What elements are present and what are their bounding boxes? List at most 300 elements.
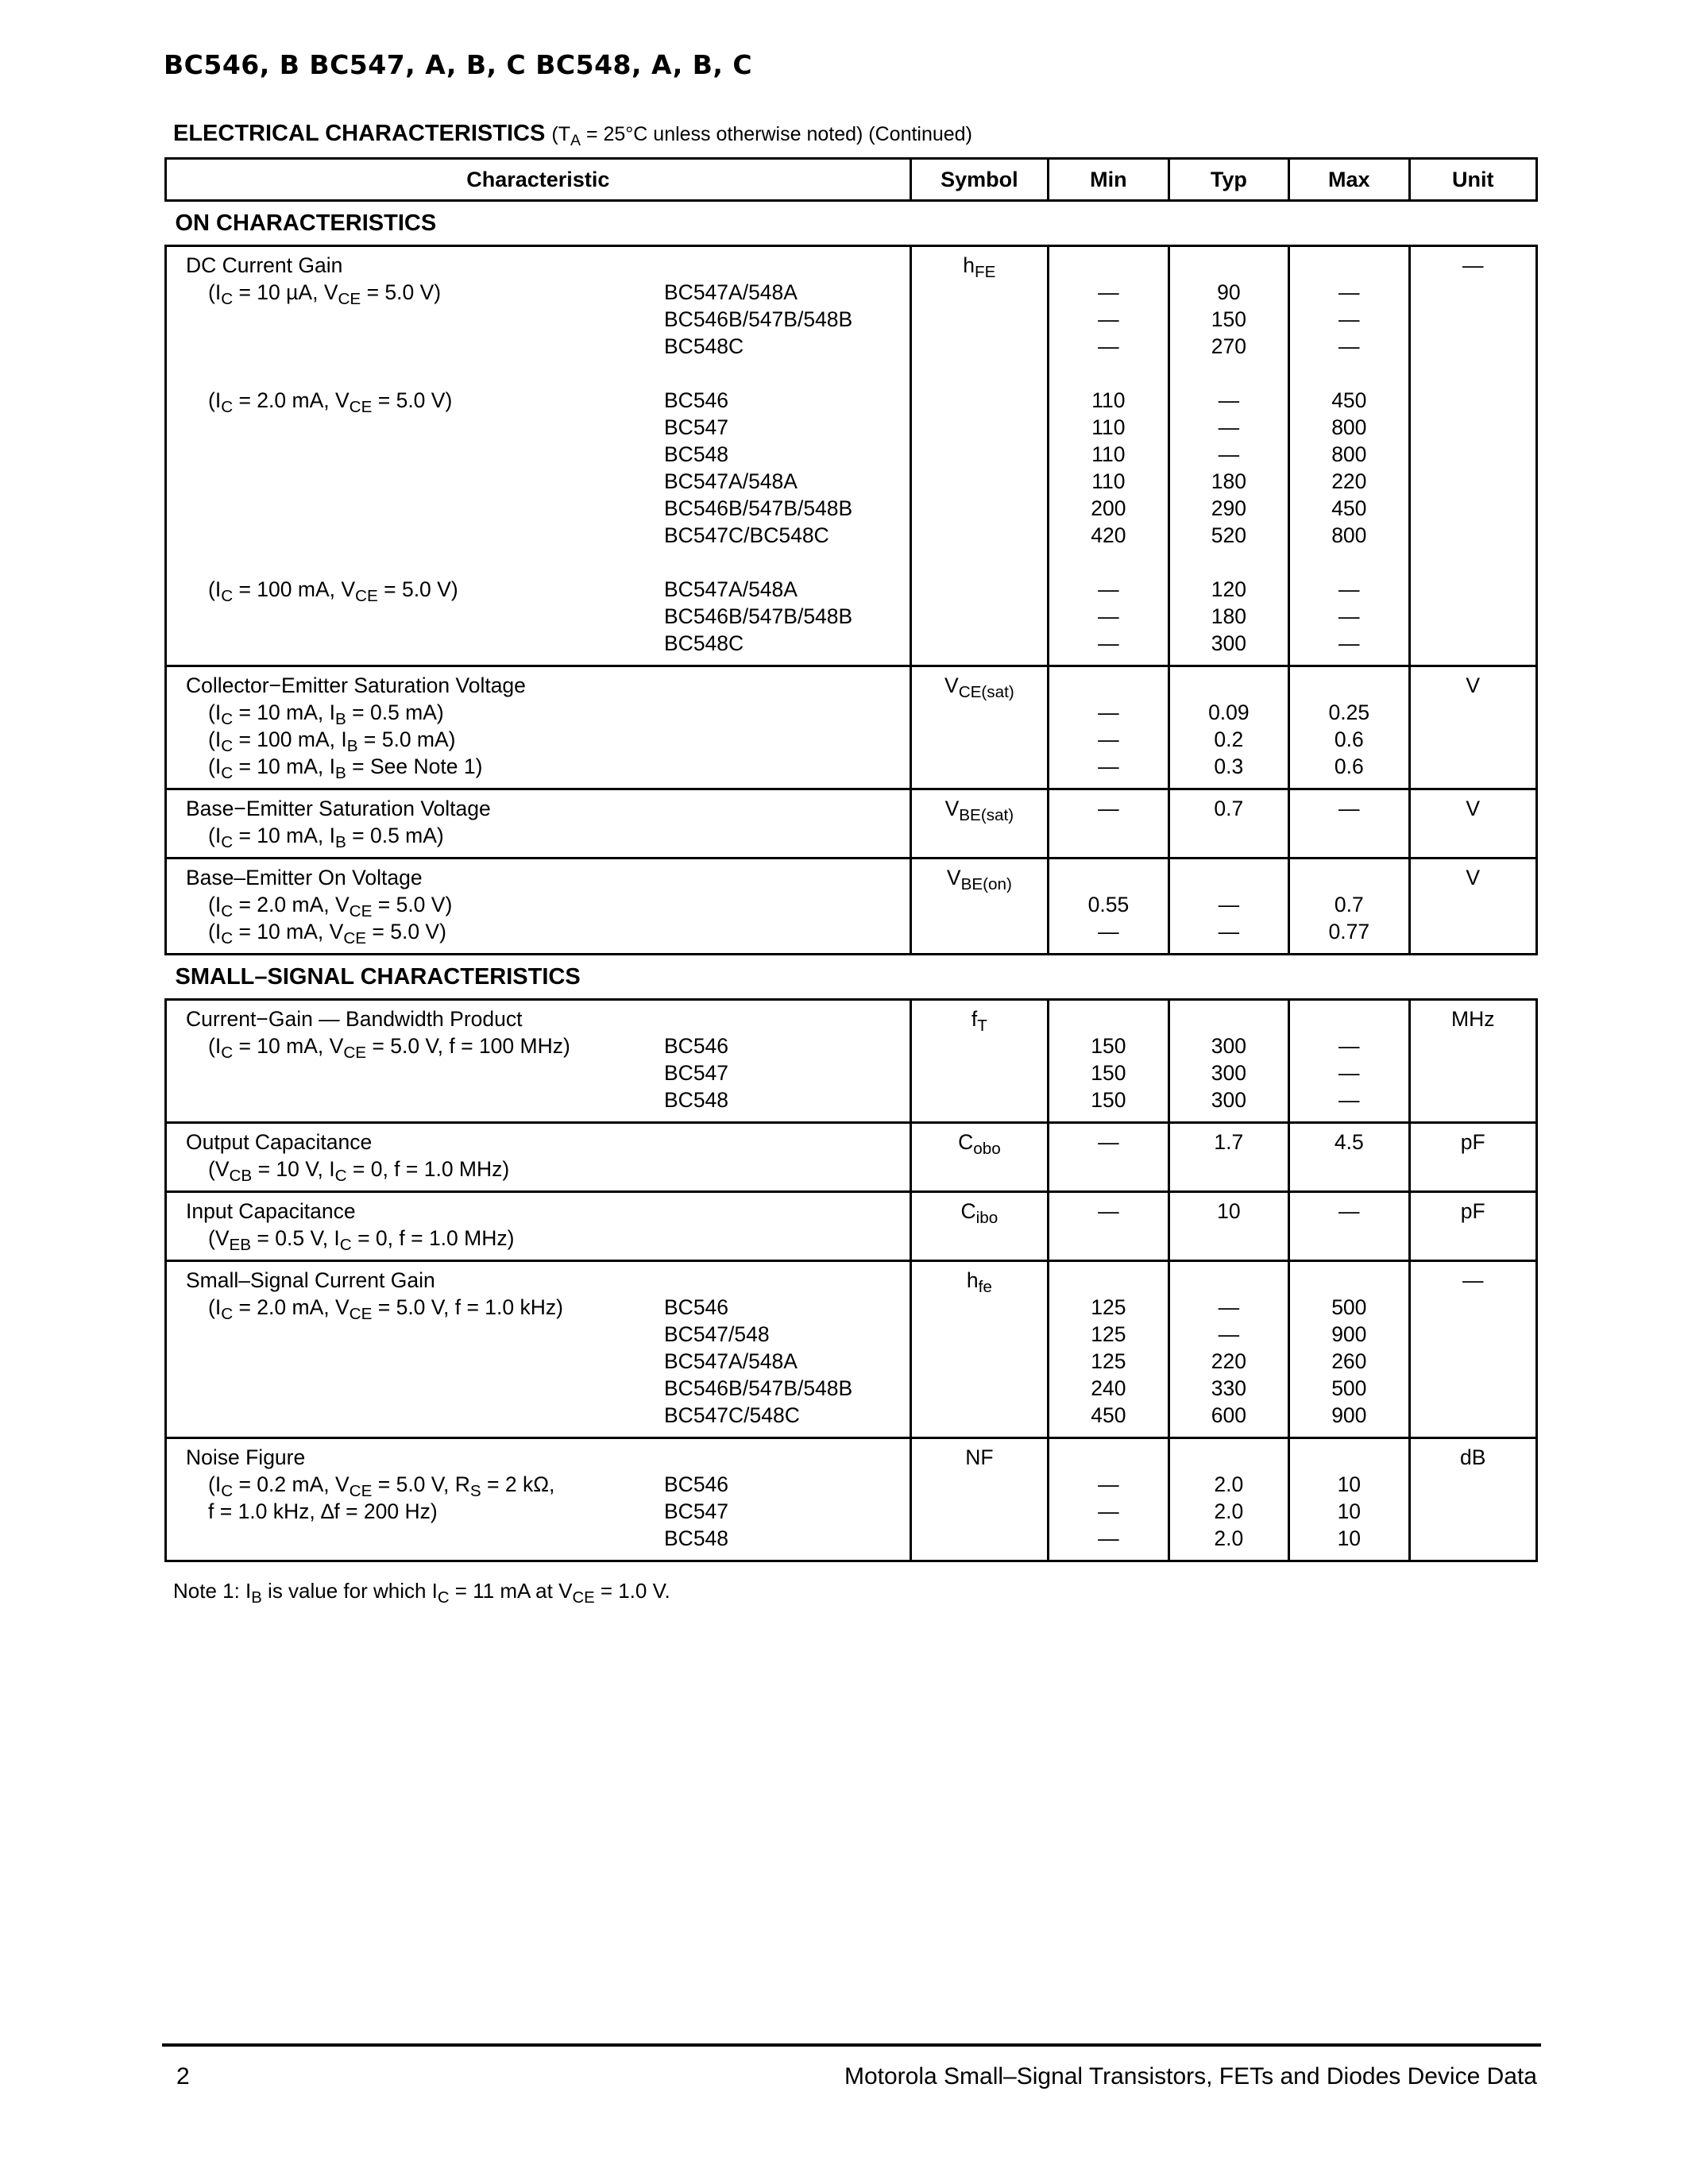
table-row [166,859,1537,955]
characteristic-cell [166,1438,911,1561]
max-value: 10 [1337,1526,1362,1550]
test-condition [186,1348,664,1375]
min-value: — [1098,280,1119,304]
symbol-cell: NF [910,1438,1049,1561]
typ-value: — [1218,1322,1240,1346]
test-condition [186,333,664,360]
typ-value [1170,1444,1288,1471]
typ-cell [1168,246,1288,666]
max-value: 220 [1331,469,1367,493]
device-name: BC546B/547B/548B [664,1376,853,1400]
typ-value: — [1218,893,1240,916]
max-value: 0.25 [1328,700,1370,724]
unit-cell [1409,1192,1536,1261]
test-condition [186,1321,664,1348]
max-value: — [1338,280,1360,304]
min-value: 110 [1091,388,1126,412]
min-value: — [1098,631,1119,655]
characteristic-cell [166,789,911,859]
typ-value: 300 [1211,631,1246,655]
max-value: 500 [1331,1295,1367,1319]
section-row [166,201,1537,246]
characteristic-cell [166,1261,911,1438]
table-row [166,666,1537,789]
section-row [166,955,1537,1000]
device-name: BC547 [664,1061,729,1085]
typ-cell [1168,1261,1288,1438]
test-condition: f = 1.0 kHz, ∆f = 200 Hz) [208,1499,438,1523]
max-value: — [1338,307,1360,331]
symbol-cell: $V_{CE(sat)}$ [910,666,1049,789]
max-cell [1289,1000,1409,1123]
min-value: — [1098,604,1119,628]
min-value: 125 [1091,1295,1126,1319]
header-unit: Unit [1409,159,1536,201]
max-value [1290,1156,1408,1183]
device-name [664,252,910,279]
min-value: 150 [1091,1034,1126,1058]
device-name: BC546B/547B/548B [664,604,853,628]
device-name [664,1156,910,1183]
max-value [1290,1267,1408,1294]
max-value: 500 [1331,1376,1367,1400]
typ-value: 600 [1211,1403,1246,1427]
test-condition [186,630,664,657]
parameter-name: Current−Gain — Bandwidth Product [186,1007,523,1031]
typ-value: 0.2 [1214,727,1244,751]
typ-value [1170,1156,1288,1183]
device-name [664,1129,910,1156]
test-condition [186,549,664,576]
table-row [166,1261,1537,1438]
device-name: BC547A/548A [664,1349,798,1373]
max-value: — [1338,1088,1360,1112]
device-name [664,891,910,918]
typ-cell [1168,666,1288,789]
table-row [166,1192,1537,1261]
parameter-name: Input Capacitance [186,1199,356,1223]
max-cell [1289,859,1409,955]
max-value: — [1338,631,1360,655]
min-value [1049,1444,1167,1471]
footer-page-number: 2 [176,2063,190,2089]
typ-value: 220 [1211,1349,1246,1373]
table-title-main: ELECTRICAL CHARACTERISTICS [173,121,546,146]
max-value: 800 [1331,523,1367,547]
min-value: 200 [1091,496,1126,520]
device-name [664,360,910,387]
test-condition: ($V_{CB} = 10$ V, $I_C = 0$, f = 1.0 MHz) [208,1157,510,1186]
device-name [664,753,910,780]
table-row [166,1438,1537,1561]
test-condition [186,1525,664,1552]
min-cell [1049,789,1168,859]
device-name [664,795,910,822]
typ-cell [1168,859,1288,955]
parameter-name: Collector−Emitter Saturation Voltage [186,673,526,697]
min-value: — [1098,1472,1119,1496]
typ-value: 1.7 [1214,1130,1244,1154]
test-condition [186,1086,664,1113]
min-value: — [1098,797,1119,820]
max-cell [1289,246,1409,666]
typ-value [1170,252,1288,279]
max-value: 450 [1331,496,1367,520]
min-value [1049,1225,1167,1252]
max-value [1290,360,1408,387]
parameter-name: Output Capacitance [186,1130,373,1154]
unit-cell [1409,1123,1536,1192]
device-name [664,672,910,699]
device-name: BC547/548 [664,1322,770,1346]
typ-value: 520 [1211,523,1246,547]
header-symbol: Symbol [910,159,1049,201]
min-cell [1049,1192,1168,1261]
max-value: — [1338,1199,1360,1223]
unit-cell [1409,1261,1536,1438]
device-name [664,699,910,726]
device-name: BC548C [664,334,744,358]
max-value [1290,1444,1408,1471]
max-value [1290,864,1408,891]
test-condition [186,468,664,495]
typ-value: 300 [1211,1034,1246,1058]
device-name: BC546 [664,1295,729,1319]
test-condition: ($I_C = 2.0$ mA, $V_{CE} = 5.0$ V, f = 1.0 kHz) [208,1295,563,1324]
test-condition [186,360,664,387]
max-value [1290,549,1408,576]
table-row [166,246,1537,666]
typ-value: 330 [1211,1376,1246,1400]
max-value: 800 [1331,415,1367,439]
unit-cell [1409,1438,1536,1561]
typ-value: 180 [1211,469,1246,493]
test-condition [186,441,664,468]
typ-value: 2.0 [1214,1472,1244,1496]
max-value: 0.6 [1334,754,1364,778]
max-value [1290,1005,1408,1032]
characteristic-cell [166,1192,911,1261]
min-value: — [1098,307,1119,331]
typ-value: 270 [1211,334,1246,358]
page-header: BC546, B BC547, A, B, C BC548, A, B, C [164,49,753,80]
typ-value: 0.3 [1214,754,1244,778]
max-cell [1289,1123,1409,1192]
min-value: 0.55 [1087,893,1130,916]
device-name: BC547C/BC548C [664,523,829,547]
characteristic-cell [166,666,911,789]
test-condition: ($I_C = 100$ mA, $V_{CE} = 5.0$ V) [208,577,458,606]
min-value: 110 [1091,415,1126,439]
unit-cell [1409,246,1536,666]
typ-cell [1168,1123,1288,1192]
max-value: 0.7 [1334,893,1364,916]
typ-value [1170,1225,1288,1252]
symbol-cell: $h_{fe}$ [910,1261,1049,1438]
device-name: BC546 [664,1034,729,1058]
typ-value [1170,1267,1288,1294]
min-value: 110 [1091,469,1126,493]
min-value: 150 [1091,1061,1126,1085]
max-value: 10 [1337,1499,1362,1523]
device-name: BC548C [664,631,744,655]
device-name: BC547A/548A [664,577,798,601]
min-value: 125 [1091,1349,1126,1373]
max-value: 0.6 [1334,727,1364,751]
typ-value: — [1218,920,1240,943]
min-value: — [1098,727,1119,751]
min-value: — [1098,754,1119,778]
min-value: — [1098,1199,1119,1223]
unit-value: pF [1460,1130,1485,1154]
typ-value: 0.7 [1214,797,1244,820]
device-name: BC547 [664,1499,729,1523]
footer-rule [162,2043,1541,2047]
unit-value: pF [1460,1199,1485,1223]
max-value: 800 [1331,442,1367,466]
min-value: — [1098,1526,1119,1550]
typ-value: 290 [1211,496,1246,520]
min-value: — [1098,577,1119,601]
table-title [173,121,972,147]
device-name: BC546B/547B/548B [664,496,853,520]
device-name: BC548 [664,1526,729,1550]
typ-value: 2.0 [1214,1526,1244,1550]
device-name [664,1444,910,1471]
parameter-name: Base–Emitter On Voltage [186,866,423,889]
max-value: 10 [1337,1472,1362,1496]
min-value: — [1098,1130,1119,1154]
min-cell [1049,1000,1168,1123]
test-condition [186,522,664,549]
typ-value: — [1218,388,1240,412]
section-title: ON CHARACTERISTICS [175,210,437,236]
max-value: — [1338,1061,1360,1085]
symbol-cell: $V_{BE(sat)}$ [910,789,1049,859]
typ-cell [1168,1192,1288,1261]
device-name: BC547A/548A [664,280,798,304]
device-name: BC547C/548C [664,1403,800,1427]
symbol-cell: $V_{BE(on)}$ [910,859,1049,955]
min-cell [1049,246,1168,666]
test-condition: ($I_C = 100$ mA, $I_B = 5.0$ mA) [208,727,456,756]
min-value: — [1098,334,1119,358]
typ-value: 300 [1211,1061,1246,1085]
symbol-cell: $h_{FE}$ [910,246,1049,666]
max-value: — [1338,577,1360,601]
max-cell [1289,789,1409,859]
max-value: — [1338,604,1360,628]
characteristic-cell [166,1000,911,1123]
max-value [1290,672,1408,699]
min-value [1049,1156,1167,1183]
test-condition [186,603,664,630]
section-title: SMALL–SIGNAL CHARACTERISTICS [175,964,581,990]
device-name: BC548 [664,1088,729,1112]
min-value: — [1098,920,1119,943]
typ-value: 180 [1211,604,1246,628]
test-condition: ($I_C = 2.0$ mA, $V_{CE} = 5.0$ V) [208,893,453,921]
unit-value: V [1466,866,1481,889]
table-body [166,201,1537,1561]
max-value: 0.77 [1328,920,1370,943]
typ-value [1170,822,1288,849]
min-value: 150 [1091,1088,1126,1112]
max-value [1290,1225,1408,1252]
symbol-cell: $C_{obo}$ [910,1123,1049,1192]
min-value: — [1098,1499,1119,1523]
unit-cell [1409,859,1536,955]
device-name [664,1225,910,1252]
device-name [664,1267,910,1294]
footer-publication: Motorola Small–Signal Transistors, FETs and Diodes Device Data [844,2063,1537,2089]
device-name: BC546 [664,1472,729,1496]
table-row [166,1000,1537,1123]
max-value: — [1338,1034,1360,1058]
max-value: 900 [1331,1403,1367,1427]
typ-value: 90 [1217,280,1241,304]
test-condition: ($I_C = 0.2$ mA, $V_{CE} = 5.0$ V, $R_S = 2$ kΩ, [208,1472,555,1501]
typ-value [1170,360,1288,387]
unit-value: MHz [1451,1007,1495,1031]
max-value: 900 [1331,1322,1367,1346]
unit-cell [1409,789,1536,859]
min-cell [1049,666,1168,789]
device-name [664,918,910,945]
max-cell [1289,666,1409,789]
min-value [1049,360,1167,387]
header-characteristic: Characteristic [166,159,911,201]
min-value [1049,822,1167,849]
device-name: BC546B/547B/548B [664,307,853,331]
unit-value: — [1462,1268,1484,1292]
min-cell [1049,859,1168,955]
table-title-conditions: ($T_A = 25^\circ C$ unless otherwise noted) (Continued) [551,123,972,149]
unit-value: dB [1460,1445,1486,1469]
max-value: — [1338,334,1360,358]
unit-value: V [1466,797,1481,820]
min-cell [1049,1438,1168,1561]
symbol-cell: $C_{ibo}$ [910,1192,1049,1261]
test-condition: ($I_C = 10$ mA, $I_B = 0.5$ mA) [208,700,444,729]
header-typ: Typ [1168,159,1288,201]
characteristic-cell [166,859,911,955]
typ-value [1170,1005,1288,1032]
test-condition: ($I_C = 10$ µA, $V_{CE} = 5.0$ V) [208,280,442,309]
test-condition: ($I_C = 10$ mA, $I_B = 0.5$ mA) [208,824,444,852]
max-value: 4.5 [1334,1130,1364,1154]
characteristic-cell [166,246,911,666]
min-value [1049,864,1167,891]
symbol-cell: $f_T$ [910,1000,1049,1123]
min-value [1049,549,1167,576]
unit-cell [1409,666,1536,789]
typ-value: 10 [1217,1199,1241,1223]
min-value [1049,252,1167,279]
test-condition [186,306,664,333]
header-max: Max [1289,159,1409,201]
device-name [664,1005,910,1032]
test-condition [186,1059,664,1086]
test-condition: ($I_C = 10$ mA, $I_B$ = See Note 1) [208,754,483,783]
parameter-name: Noise Figure [186,1445,306,1469]
min-value: 110 [1091,442,1126,466]
typ-value: — [1218,442,1240,466]
unit-value: — [1462,253,1484,277]
max-cell [1289,1192,1409,1261]
device-name [664,726,910,753]
max-value [1290,822,1408,849]
unit-cell [1409,1000,1536,1123]
min-value: 240 [1091,1376,1126,1400]
typ-value [1170,864,1288,891]
min-value [1049,1005,1167,1032]
test-condition: ($I_C = 10$ mA, $V_{CE} = 5.0$ V) [208,920,446,948]
table-note: Note 1: $I_B$ is value for which $I_C = 11$ mA at $V_{CE} = 1.0$ V. [173,1579,670,1607]
test-condition: ($I_C = 2.0$ mA, $V_{CE} = 5.0$ V) [208,388,453,417]
min-value: 125 [1091,1322,1126,1346]
max-cell [1289,1438,1409,1561]
device-name: BC547A/548A [664,469,798,493]
device-name [664,864,910,891]
min-value: — [1098,700,1119,724]
header-min: Min [1049,159,1168,201]
min-value [1049,1267,1167,1294]
electrical-characteristics-table [164,157,1538,1562]
min-value: 420 [1091,523,1126,547]
unit-value: V [1466,673,1481,697]
typ-value: 2.0 [1214,1499,1244,1523]
typ-value: 0.09 [1208,700,1250,724]
table-header-row [166,159,1537,201]
typ-cell [1168,789,1288,859]
typ-value: 150 [1211,307,1246,331]
table-row [166,789,1537,859]
min-value: 450 [1091,1403,1126,1427]
typ-cell [1168,1438,1288,1561]
typ-value: 300 [1211,1088,1246,1112]
typ-value: 120 [1211,577,1246,601]
test-condition: ($I_C = 10$ mA, $V_{CE} = 5.0$ V, f = 100 MHz) [208,1034,570,1063]
device-name: BC547 [664,415,729,439]
device-name: BC548 [664,442,729,466]
test-condition: ($V_{EB} = 0.5$ V, $I_C = 0$, f = 1.0 MHz) [208,1226,515,1255]
test-condition [186,414,664,441]
max-cell [1289,1261,1409,1438]
parameter-name: DC Current Gain [186,253,343,277]
max-value [1290,252,1408,279]
device-name [664,549,910,576]
test-condition [186,495,664,522]
test-condition [186,1402,664,1429]
parameter-name: Base−Emitter Saturation Voltage [186,797,491,820]
min-cell [1049,1123,1168,1192]
typ-value [1170,549,1288,576]
table-row [166,1123,1537,1192]
characteristic-cell [166,1123,911,1192]
typ-value [1170,672,1288,699]
device-name [664,1198,910,1225]
test-condition [186,1375,664,1402]
typ-value: — [1218,415,1240,439]
device-name: BC546 [664,388,729,412]
typ-value: — [1218,1295,1240,1319]
device-name [664,822,910,849]
max-value: 450 [1331,388,1367,412]
typ-cell [1168,1000,1288,1123]
max-value: 260 [1331,1349,1367,1373]
parameter-name: Small–Signal Current Gain [186,1268,435,1292]
